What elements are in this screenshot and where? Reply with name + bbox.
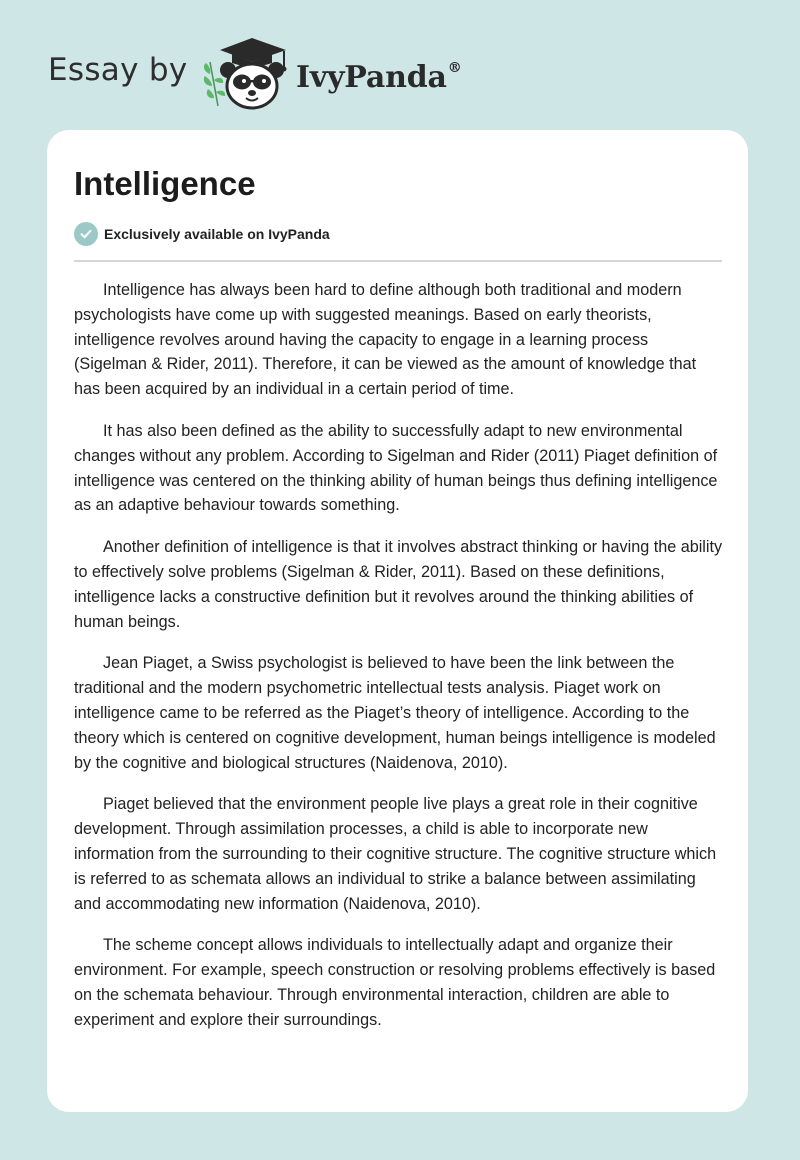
divider xyxy=(74,260,722,262)
badge-text: Exclusively available on IvyPanda xyxy=(104,226,330,242)
brand-logo-text[interactable] xyxy=(296,52,462,98)
registered-mark: ® xyxy=(447,60,462,76)
paragraph: Intelligence has always been hard to define although both traditional and modern psychologists have come up with suggested meanings. Based on early theorists, intelligence revolves around having the capacity to engage in a learning process (Sigelman & Rider, 2011). Therefore, it can be viewed as the amount of knowledge that has been acquired by an individual in a certain period of time. xyxy=(74,281,697,399)
paragraph: Jean Piaget, a Swiss psychologist is believed to have been the link between the traditional and the modern psychometric intellectual tests analysis. Piaget work on intelligence came to be referred as the Piaget’s theory of intelligence. According to the theory which is centered on cognitive development, human beings intelligence is modeled by the cognitive and biological structures (Naidenova, 2010). xyxy=(74,654,716,772)
brand-name: IvyPanda xyxy=(296,60,447,95)
paragraph: It has also been defined as the ability to successfully adapt to new environmental changes without any problem. According to Sigelman and Rider (2011) Piaget definition of intelligence was centered on the thinking ability of human beings thus defining intelligence as an adaptive behaviour towards something. xyxy=(74,421,718,515)
page-title: Intelligence xyxy=(74,165,256,202)
paragraph: The scheme concept allows individuals to intellectually adapt and organize their environment. For example, speech construction or resolving problems effectively is based on the schemata behaviour. Through environmental interaction, children are able to experiment and explore their surroundings. xyxy=(74,936,716,1029)
exclusive-badge xyxy=(74,222,330,246)
check-icon xyxy=(74,222,98,246)
panda-graduate-icon[interactable] xyxy=(200,36,292,110)
essay-body xyxy=(74,278,724,1050)
essay-by-label: Essay by xyxy=(48,52,188,88)
essay-card xyxy=(47,130,748,1112)
paragraph: Another definition of intelligence is that it involves abstract thinking or having the ability to effectively solve problems (Sigelman & Rider, 2011). Based on these definitions, intelligence lacks a constructive definition but it revolves around the thinking abilities of human beings. xyxy=(74,538,723,631)
site-header xyxy=(0,0,800,120)
paragraph: Piaget believed that the environment people live plays a great role in their cognitive development. Through assimilation processes, a child is able to incorporate new information from the surrounding to their cognitive structure. The cognitive structure which is referred to as schemata allows an individual to strike a balance between assimilating and accommodating new information (Naidenova, 2010). xyxy=(74,795,717,913)
